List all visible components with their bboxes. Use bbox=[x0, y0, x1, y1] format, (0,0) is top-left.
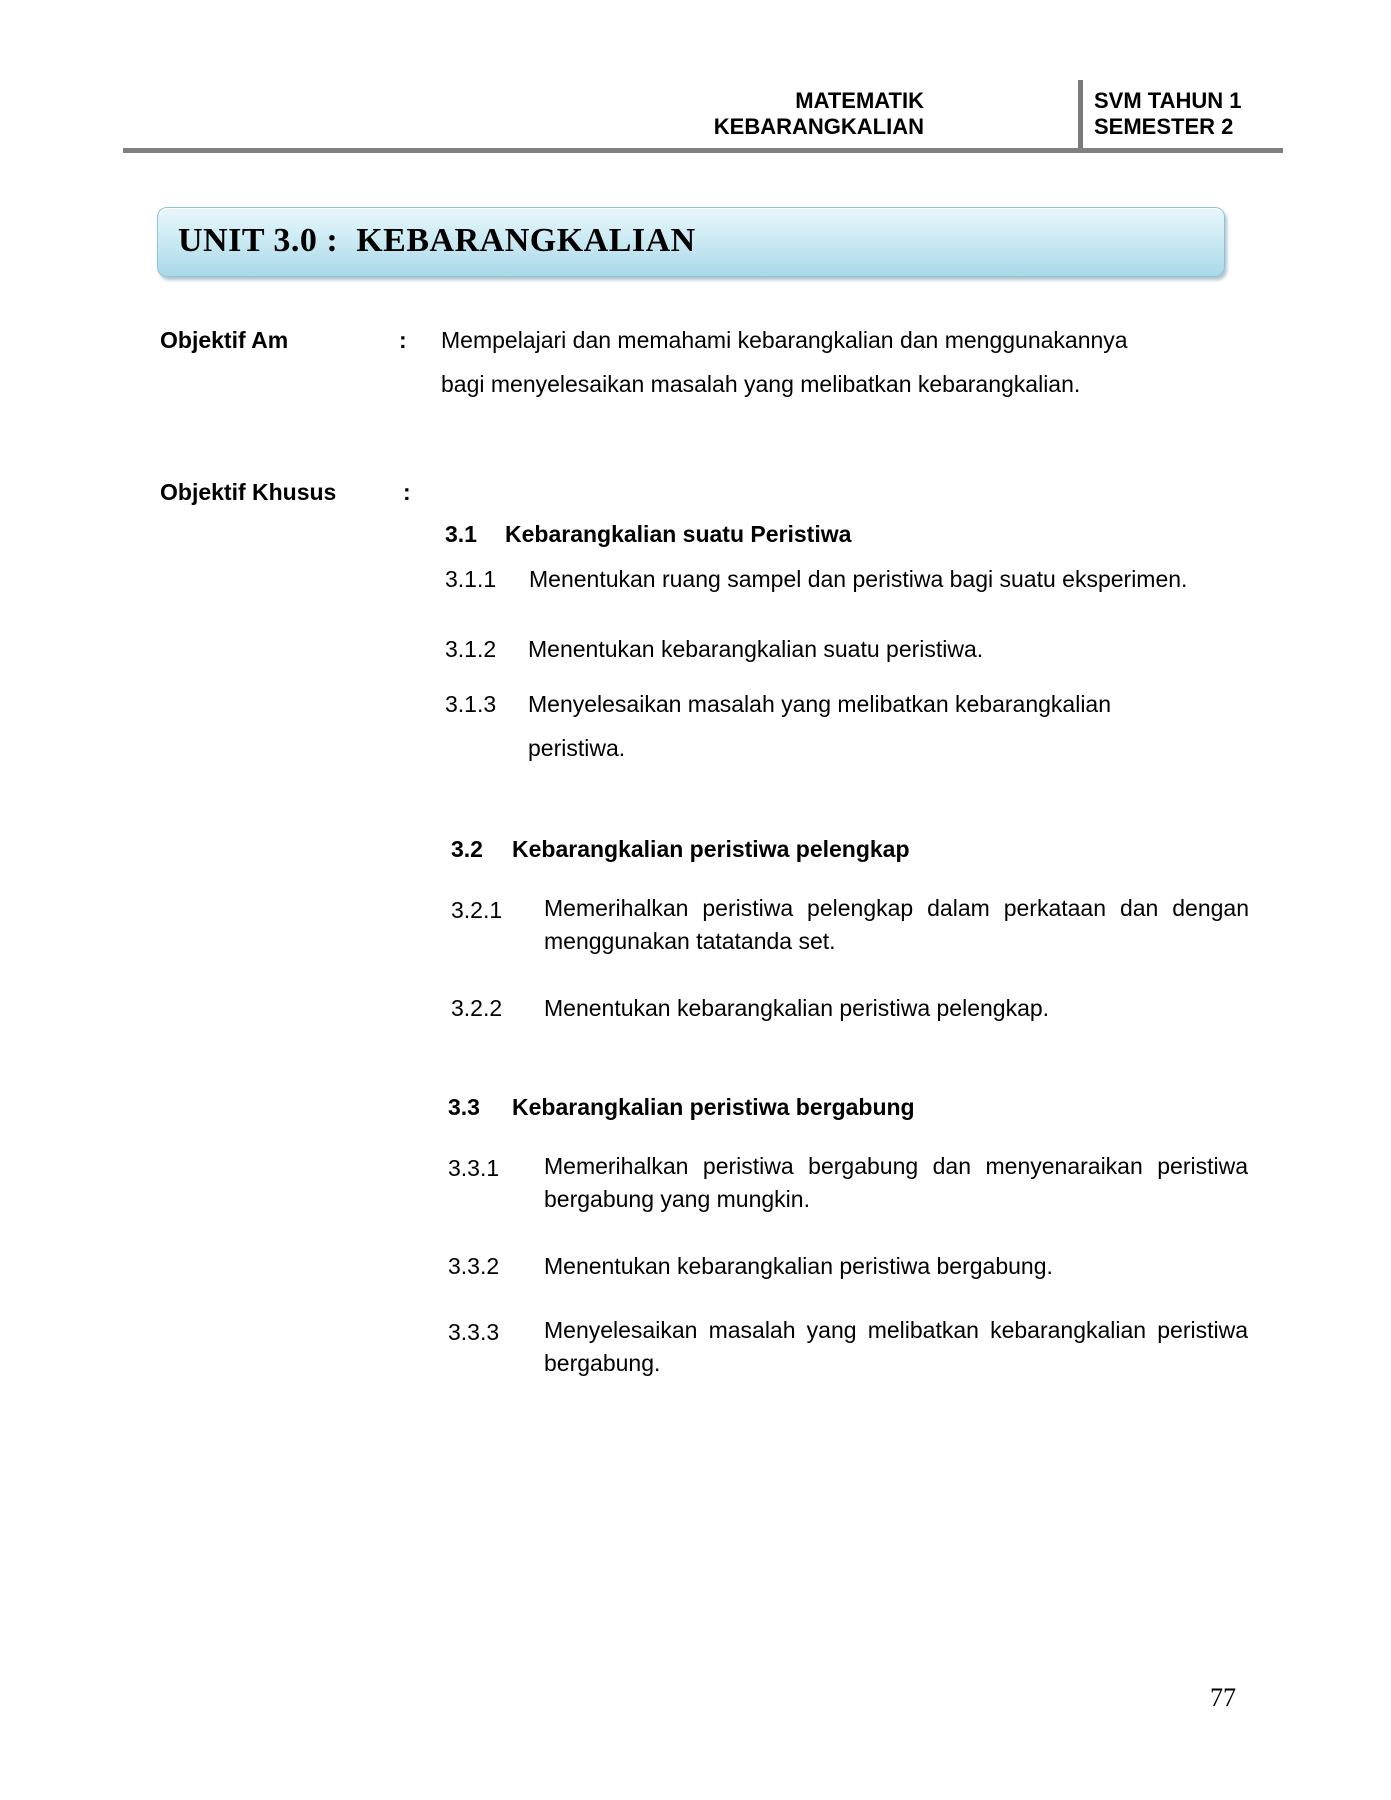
item-text: Menyelesaikan masalah yang melibatkan kebarangkalian peristiwa bergabung. bbox=[544, 1317, 1248, 1376]
objektif-am-label: Objektif Am bbox=[160, 327, 289, 353]
item-number: 3.3.3 bbox=[448, 1319, 500, 1345]
item-text: Memerihalkan peristiwa pelengkap dalam perkataan dan dengan menggunakan tatatanda set. bbox=[544, 895, 1249, 954]
section-number: 3.3 bbox=[448, 1094, 480, 1120]
item-text bbox=[528, 682, 1248, 770]
unit-banner bbox=[157, 207, 1225, 277]
item-text: Menentukan kebarangkalian peristiwa bergabung. bbox=[544, 1253, 1053, 1279]
objektif-am-line2: bagi menyelesaikan masalah yang melibatkan kebarangkalian. bbox=[441, 371, 1081, 397]
item-text: Menentukan kebarangkalian peristiwa pelengkap. bbox=[544, 995, 1050, 1021]
item-number: 3.3.2 bbox=[448, 1253, 500, 1279]
item-text-line1: Menyelesaikan masalah yang melibatkan kebarangkalian bbox=[528, 691, 1112, 717]
item-number: 3.1.3 bbox=[445, 691, 497, 717]
section-number: 3.2 bbox=[451, 836, 483, 862]
item-text: Menentukan kebarangkalian suatu peristiwa. bbox=[528, 636, 984, 662]
item-text: Memerihalkan peristiwa bergabung dan menyenaraikan peristiwa bergabung yang mungkin. bbox=[544, 1153, 1248, 1212]
objektif-khusus-colon: : bbox=[403, 479, 411, 505]
header-subject-line2: KEBARANGKALIAN bbox=[713, 114, 924, 139]
item-number: 3.3.1 bbox=[448, 1155, 500, 1181]
header-level-line2: SEMESTER 2 bbox=[1094, 114, 1234, 139]
objektif-am-line1: Mempelajari dan memahami kebarangkalian dan menggunakannya bbox=[441, 327, 1128, 353]
item-text-line2: peristiwa. bbox=[528, 735, 626, 761]
header-rule bbox=[123, 148, 1283, 153]
header-level-line1: SVM TAHUN 1 bbox=[1094, 88, 1242, 113]
objektif-am-text bbox=[441, 318, 1241, 406]
item-number: 3.1.2 bbox=[445, 636, 497, 662]
item-number: 3.2.1 bbox=[451, 897, 503, 923]
objektif-khusus-label: Objektif Khusus bbox=[160, 479, 337, 505]
page-number: 77 bbox=[1210, 1683, 1236, 1712]
header-separator bbox=[1078, 80, 1083, 150]
item-text: Menentukan ruang sampel dan peristiwa bagi suatu eksperimen. bbox=[529, 566, 1188, 592]
item-number: 3.1.1 bbox=[445, 566, 497, 592]
section-title: Kebarangkalian peristiwa bergabung bbox=[512, 1094, 915, 1120]
header-level bbox=[1094, 88, 1242, 140]
header-subject-line1: MATEMATIK bbox=[795, 88, 924, 113]
item-number: 3.2.2 bbox=[451, 995, 503, 1021]
section-number: 3.1 bbox=[445, 521, 477, 547]
section-title: Kebarangkalian suatu Peristiwa bbox=[505, 521, 852, 547]
objektif-am-colon: : bbox=[399, 327, 407, 353]
header-subject bbox=[714, 88, 924, 140]
unit-title: UNIT 3.0 : KEBARANGKALIAN bbox=[178, 222, 696, 259]
section-title: Kebarangkalian peristiwa pelengkap bbox=[512, 836, 910, 862]
